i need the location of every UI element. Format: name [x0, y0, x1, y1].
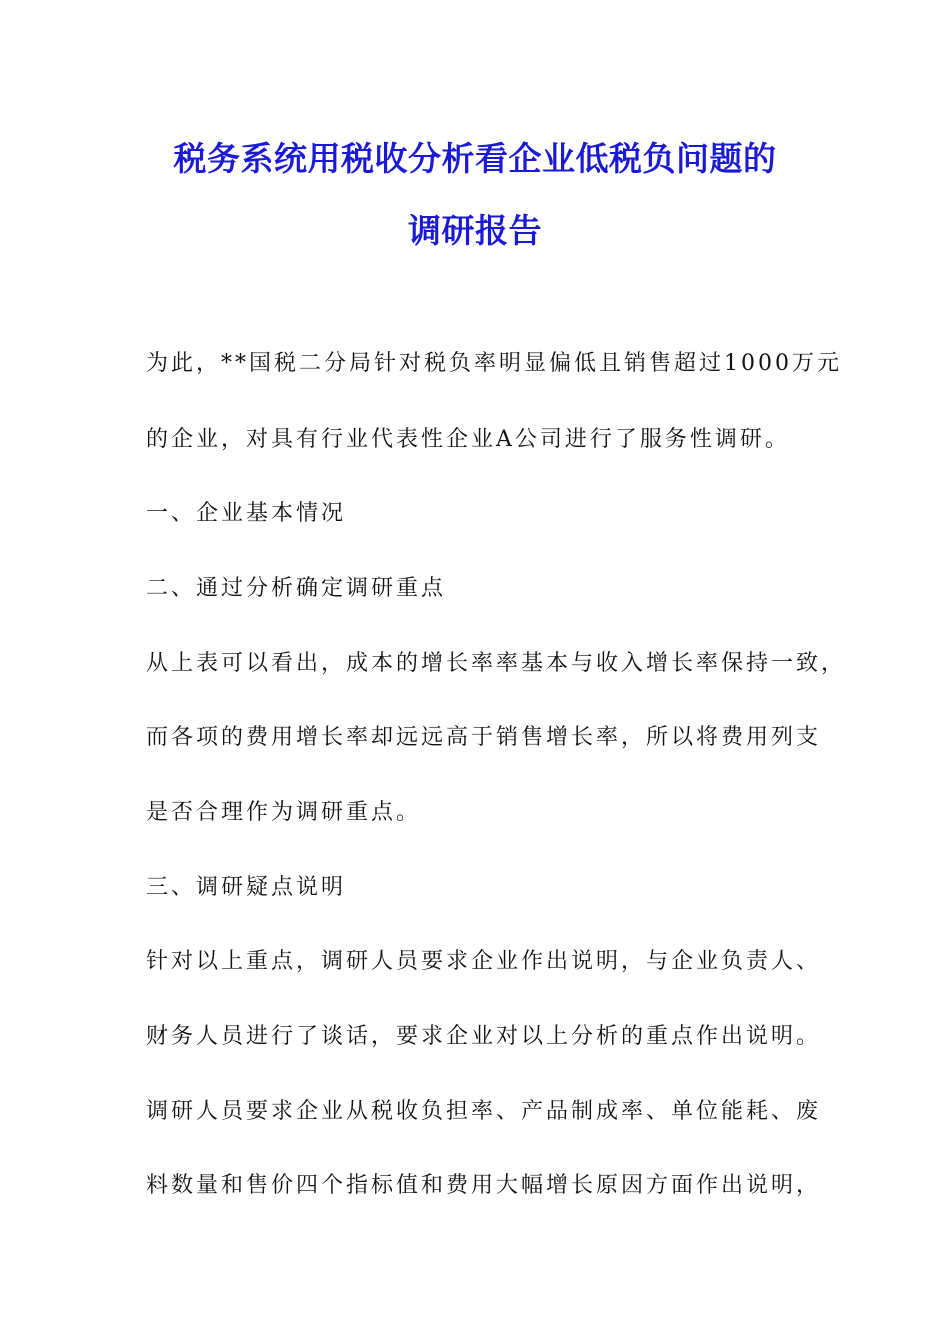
paragraph-line: 料数量和售价四个指标值和费用大幅增长原因方面作出说明，: [146, 1173, 822, 1198]
paragraph-line: 财务人员进行了谈话，要求企业对以上分析的重点作出说明。: [146, 1024, 822, 1049]
paragraph-line: 的企业，对具有行业代表性企业A公司进行了服务性调研。: [146, 427, 790, 452]
section-heading: 一、企业基本情况: [146, 501, 347, 526]
paragraph-line: 从上表可以看出，成本的增长率率基本与收入增长率保持一致，: [146, 651, 847, 676]
section-heading: 三、调研疑点说明: [146, 875, 347, 900]
paragraph-line: 针对以上重点，调研人员要求企业作出说明，与企业负责人、: [146, 949, 822, 974]
paragraph-line: 是否合理作为调研重点。: [146, 800, 422, 825]
document-title-line-2: 调研报告: [408, 211, 542, 250]
section-heading: 二、通过分析确定调研重点: [146, 576, 447, 601]
paragraph-line: 而各项的费用增长率却远远高于销售增长率，所以将费用列支: [146, 725, 822, 750]
paragraph-line: 调研人员要求企业从税收负担率、产品制成率、单位能耗、废: [146, 1099, 822, 1124]
paragraph-line: 为此，**国税二分局针对税负率明显偏低且销售超过1000万元: [146, 351, 842, 376]
document-title-line-1: 税务系统用税收分析看企业低税负问题的: [173, 139, 777, 178]
